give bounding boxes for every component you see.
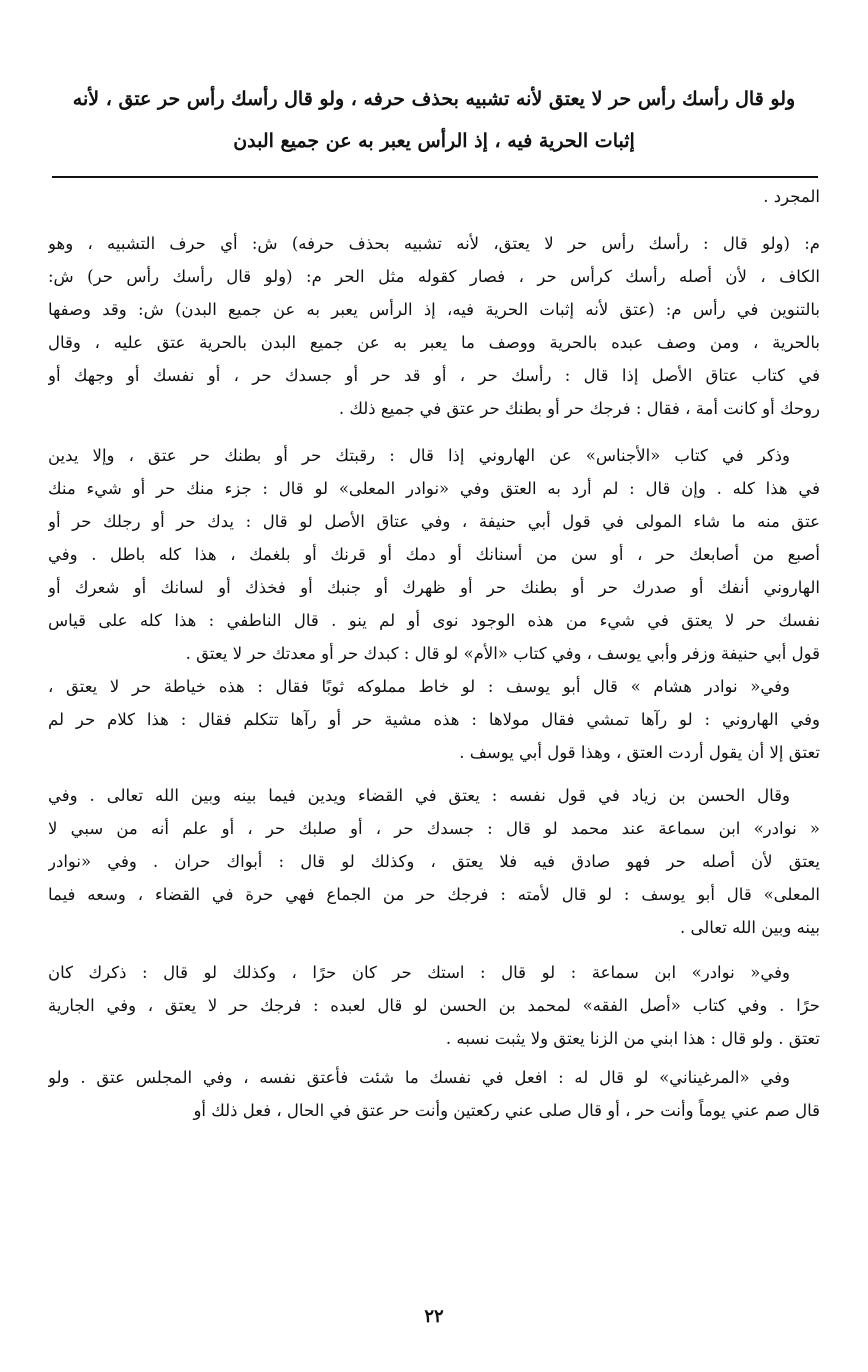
- commentary-line: الكاف ، لأن أصله رأسك كرأس حر ، فصار كقوله مثل الحر م: (ولو قال رأسك رأس حر) ش:: [48, 267, 820, 286]
- commentary-line: وقال الحسن بن زياد في قول نفسه : يعتق في القضاء ويدين فيما بينه وبين الله تعالى . وفي: [48, 786, 790, 805]
- commentary-line: قول أبي حنيفة وزفر وأبي يوسف ، وفي كتاب «الأم» لو قال : كبدك حر أو معدتك حر لا يعتق .: [185, 644, 820, 663]
- commentary-line: في كتاب عتاق الأصل إذا قال : رأسك حر ، أو قد حر أو جسدك حر ، أو نفسك أو وجهك أو: [48, 366, 820, 385]
- main-text-matn: [48, 78, 820, 162]
- commentary-line: تعتق إلا أن يقول أردت العتق ، وهذا قول أبي يوسف .: [459, 743, 820, 762]
- commentary-line: قال صم عني يوماً وأنت حر ، أو قال صلى عني ركعتين وأنت حر عتق في الحال ، فعل ذلك أو: [193, 1101, 820, 1120]
- commentary-paragraph: [48, 670, 820, 769]
- commentary-line: نفسك حر لا يعتق في شيء من هذه الوجود نوى أو لم ينو . قال الناطفي : هذا كله على قياس: [48, 611, 820, 630]
- commentary-line: المجرد .: [763, 187, 820, 206]
- separator-rule: [52, 176, 818, 178]
- commentary-line: الهاروني أنفك أو صدرك حر أو بطنك حر أو ظهرك أو جنبك أو فخذك أو لسانك أو شعرك أو: [48, 578, 820, 597]
- commentary-paragraph: [48, 227, 820, 425]
- commentary-line: وفي« نوادر هشام » قال أبو يوسف : لو خاط مملوكه ثوبًا فقال : هذه خياطة حر لا يعتق ،: [48, 677, 790, 696]
- commentary-line: وفي الهاروني : لو رآها تمشي فقال مولاها : هذه مشية حر أو رآها تتكلم فقال : هذا كلام حر لم: [48, 710, 820, 729]
- commentary-paragraph: [48, 779, 820, 944]
- matn-line: ولو قال رأسك رأس حر لا يعتق لأنه تشبيه بحذف حرفه ، ولو قال رأسك رأس حر عتق ، لأنه: [72, 88, 796, 110]
- commentary-text-sharh: [48, 180, 820, 1127]
- commentary-line: في هذا كله . وإن قال : لم أرد به العتق وفي «نوادر المعلى» لو قال : جزء منك حر أو شيء منك: [48, 479, 820, 498]
- commentary-line: يعتق لأن أصله حر فهو صادق فيه فلا يعتق ، وكذلك لو قال : أبواك حران . وفي «نوادر: [48, 852, 820, 871]
- commentary-line: روحك أو كانت أمة ، فقال : فرجك حر أو بطنك حر عتق في جميع ذلك .: [338, 399, 820, 418]
- commentary-line: م: (ولو قال : رأسك رأس حر لا يعتق، لأنه تشبيه بحذف حرفه) ش: أي حرف التشبيه ، وهو: [48, 234, 820, 253]
- commentary-line: وفي« نوادر» ابن سماعة : لو قال : استك حر كان حرًا ، وكذلك لو قال : ذكرك كان: [48, 963, 790, 982]
- commentary-paragraph: [48, 1061, 820, 1127]
- commentary-line: أصبع من أصابعك حر ، أو سن من أسنانك أو دمك أو قرنك أو بلغمك ، هذا كله باطل . وفي: [48, 545, 820, 564]
- commentary-line: تعتق . ولو قال : هذا ابني من الزنا يعتق ولا يثبت نسبه .: [445, 1029, 820, 1048]
- commentary-line: « نوادر» ابن سماعة عند محمد لو قال : جسدك حر ، أو صلبك حر ، أو علم أنه من سبي لا: [48, 819, 820, 838]
- commentary-line: وفي «المرغيناني» لو قال له : افعل في نفسك ما شئت فأعتق نفسه ، وفي المجلس عتق . ولو: [48, 1068, 790, 1087]
- commentary-paragraph: [48, 956, 820, 1055]
- page-number: ٢٢: [424, 1306, 444, 1327]
- commentary-line: حرًا . وفي كتاب «أصل الفقه» لمحمد بن الحسن لو قال لعبده : فرجك حر لا يعتق ، وفي الجارية: [48, 996, 820, 1015]
- commentary-line: بينه وبين الله تعالى .: [679, 918, 820, 937]
- commentary-line: بالحرية ، ومن وصف عبده بالحرية ووصف ما يعبر به عن جميع البدن بالحرية عتق عليه ، وقال: [48, 333, 820, 352]
- commentary-paragraph: [48, 180, 820, 213]
- commentary-line: وذكر في كتاب «الأجناس» عن الهاروني إذا قال : رقبتك حر أو بطنك حر عتق ، وإلا يدين: [48, 446, 790, 465]
- matn-line: إثبات الحرية فيه ، إذ الرأس يعبر به عن جميع البدن: [233, 130, 635, 152]
- commentary-line: المعلى» قال أبو يوسف : لو قال لأمته : فرجك حر من الجماع فهي حرة في القضاء ، وسعه فيما: [48, 885, 820, 904]
- commentary-paragraph: [48, 439, 820, 670]
- commentary-line: بالتنوين في رأس م: (عتق لأنه إثبات الحرية فيه، إذ الرأس يعبر به عن جميع البدن) ش: وقد وصفها: [48, 300, 820, 319]
- commentary-line: عتق منه ما شاء المولى في قول أبي حنيفة ، وفي عتاق الأصل لو قال : يدك حر أو رجلك حر أو: [48, 512, 820, 531]
